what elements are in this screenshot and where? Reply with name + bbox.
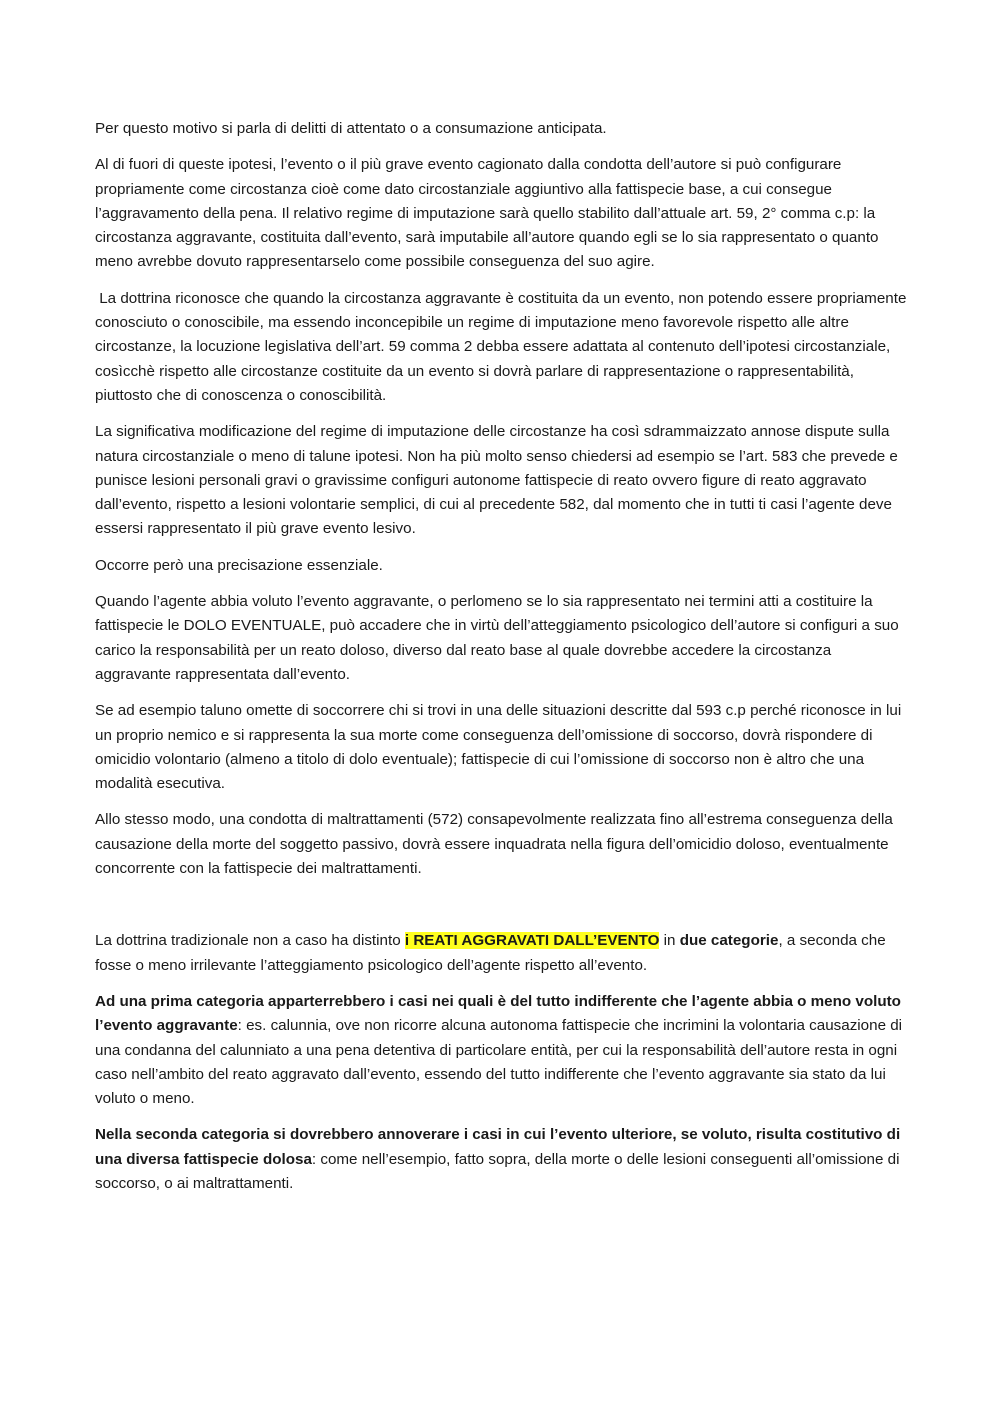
paragraph-9 [95,929,910,978]
paragraph-10-bold: Ad una prima categoria apparterrebbero i casi nei quali è del tutto indifferente che l’agente abbia o meno voluto l’evento aggravante [95,992,901,1035]
paragraph-3: La dottrina riconosce che quando la circostanza aggravante è costituita da un evento, non potendo essere propriamente conosciuto o conoscibile, ma essendo inconcepibile un regime di imputazione meno favorevole rispetto alle altre circostanze, la locuzione legislativa dell’art. 59 comma 2 debba essere adattata al contenuto dell’ipotesi circostanziale, cosìcchè rispetto alle circostanze costituite da un evento si dovrà parlare di rappresentazione o rappresentabilità, piuttosto che di conoscenza o conoscibilità. [95,289,911,404]
paragraph-1: Per questo motivo si parla di delitti di attentato o a consumazione anticipata. [95,120,607,137]
paragraph-2: Al di fuori di queste ipotesi, l’evento o il più grave evento cagionato dalla condotta dell’autore si può configurare propriamente come circostanza cioè come dato circostanziale aggiuntivo alla fattispecie base, a cui consegue l’aggravamento della pena. Il relativo regime di imputazione sarà quello stabilito dall’attuale art. 59, 2° comma c.p: la circostanza aggravante, costituita dall’evento, sarà imputabile all’autore quando egli se lo sia rappresentato o quanto meno avrebbe dovuto rappresentarselo come possibile conseguenza del suo agire. [95,156,879,271]
paragraph-9-before: La dottrina tradizionale non a caso ha distinto [95,932,405,950]
paragraph-9-middle: in [659,932,680,950]
highlighted-term: i REATI AGGRAVATI DALL’EVENTO [404,932,660,950]
bold-term: due categorie [679,932,779,950]
paragraph-10-after: : es. calunnia, ove non ricorre alcuna autonoma fattispecie che incrimini la volontaria causazione di una condanna del calunniato a una pena detentiva di particolare entità, per cui la responsabilità dell’autore resta in ogni caso nell’ambito del reato aggravato dall’evento, essendo del tutto indifferente che l’evento aggravante sia stato da lui voluto o meno. [95,1017,903,1108]
paragraph-6: Quando l’agente abbia voluto l’evento aggravante, o perlomeno se lo sia rappresentato nei termini atti a costituire la fattispecie le DOLO EVENTUALE, può accadere che in virtù dell’atteggiamento psicologico dell’autore si configuri a suo carico la responsabilità per un reato doloso, diverso dal reato base al quale dovrebbe accedere la circostanza aggravante rappresentata dall’evento. [95,593,899,683]
paragraph-11-after: : come nell’esempio, fatto sopra, della morte o delle lesioni conseguenti all’omissione di soccorso, o ai maltrattamenti. [95,1150,900,1192]
paragraph-11 [95,1123,910,1196]
paragraph-7: Se ad esempio taluno omette di soccorrere chi si trovi in una delle situazioni descritte dal 593 c.p perché riconosce in lui un proprio nemico e si rappresenta la sua morte come conseguenza dell’omissione di soccorso, dovrà rispondere di omicidio volontario (almeno a titolo di dolo eventuale); fattispecie di cui l’omissione di soccorso non è altro che una modalità esecutiva. [95,702,902,793]
document-page [95,117,910,1208]
paragraph-10 [95,990,910,1111]
paragraph-4: La significativa modificazione del regime di imputazione delle circostanze ha così sdrammaizzato annose dispute sulla natura circostanziale o meno di talune ipotesi. Non ha più molto senso chiedersi ad esempio se l’art. 583 che prevede e punisce lesioni personali gravi o gravissime configuri autonome fattispecie di reato ovvero figure di reato aggravato dall’evento, rispetto a lesioni volontarie semplici, di cui al precedente 582, dal momento che in tutti ti casi l’agente deve essersi rappresentato il più grave evento lesivo. [95,423,898,538]
paragraph-5: Occorre però una precisazione essenziale. [95,556,383,574]
paragraph-8: Allo stesso modo, una condotta di maltrattamenti (572) consapevolmente realizzata fino all’estrema conseguenza della causazione della morte del soggetto passivo, dovrà essere inquadrata nella figura dell’omicidio doloso, eventualmente concorrente con la fattispecie dei maltrattamenti. [95,811,893,878]
paragraph-9-after: , a seconda che fosse o meno irrilevante l’atteggiamento psicologico dell’agente rispetto all’evento. [95,932,886,974]
paragraph-11-bold: Nella seconda categoria si dovrebbero annoverare i casi in cui l’evento ulteriore, se voluto, risulta costitutivo di una diversa fattispecie dolosa [95,1126,901,1168]
